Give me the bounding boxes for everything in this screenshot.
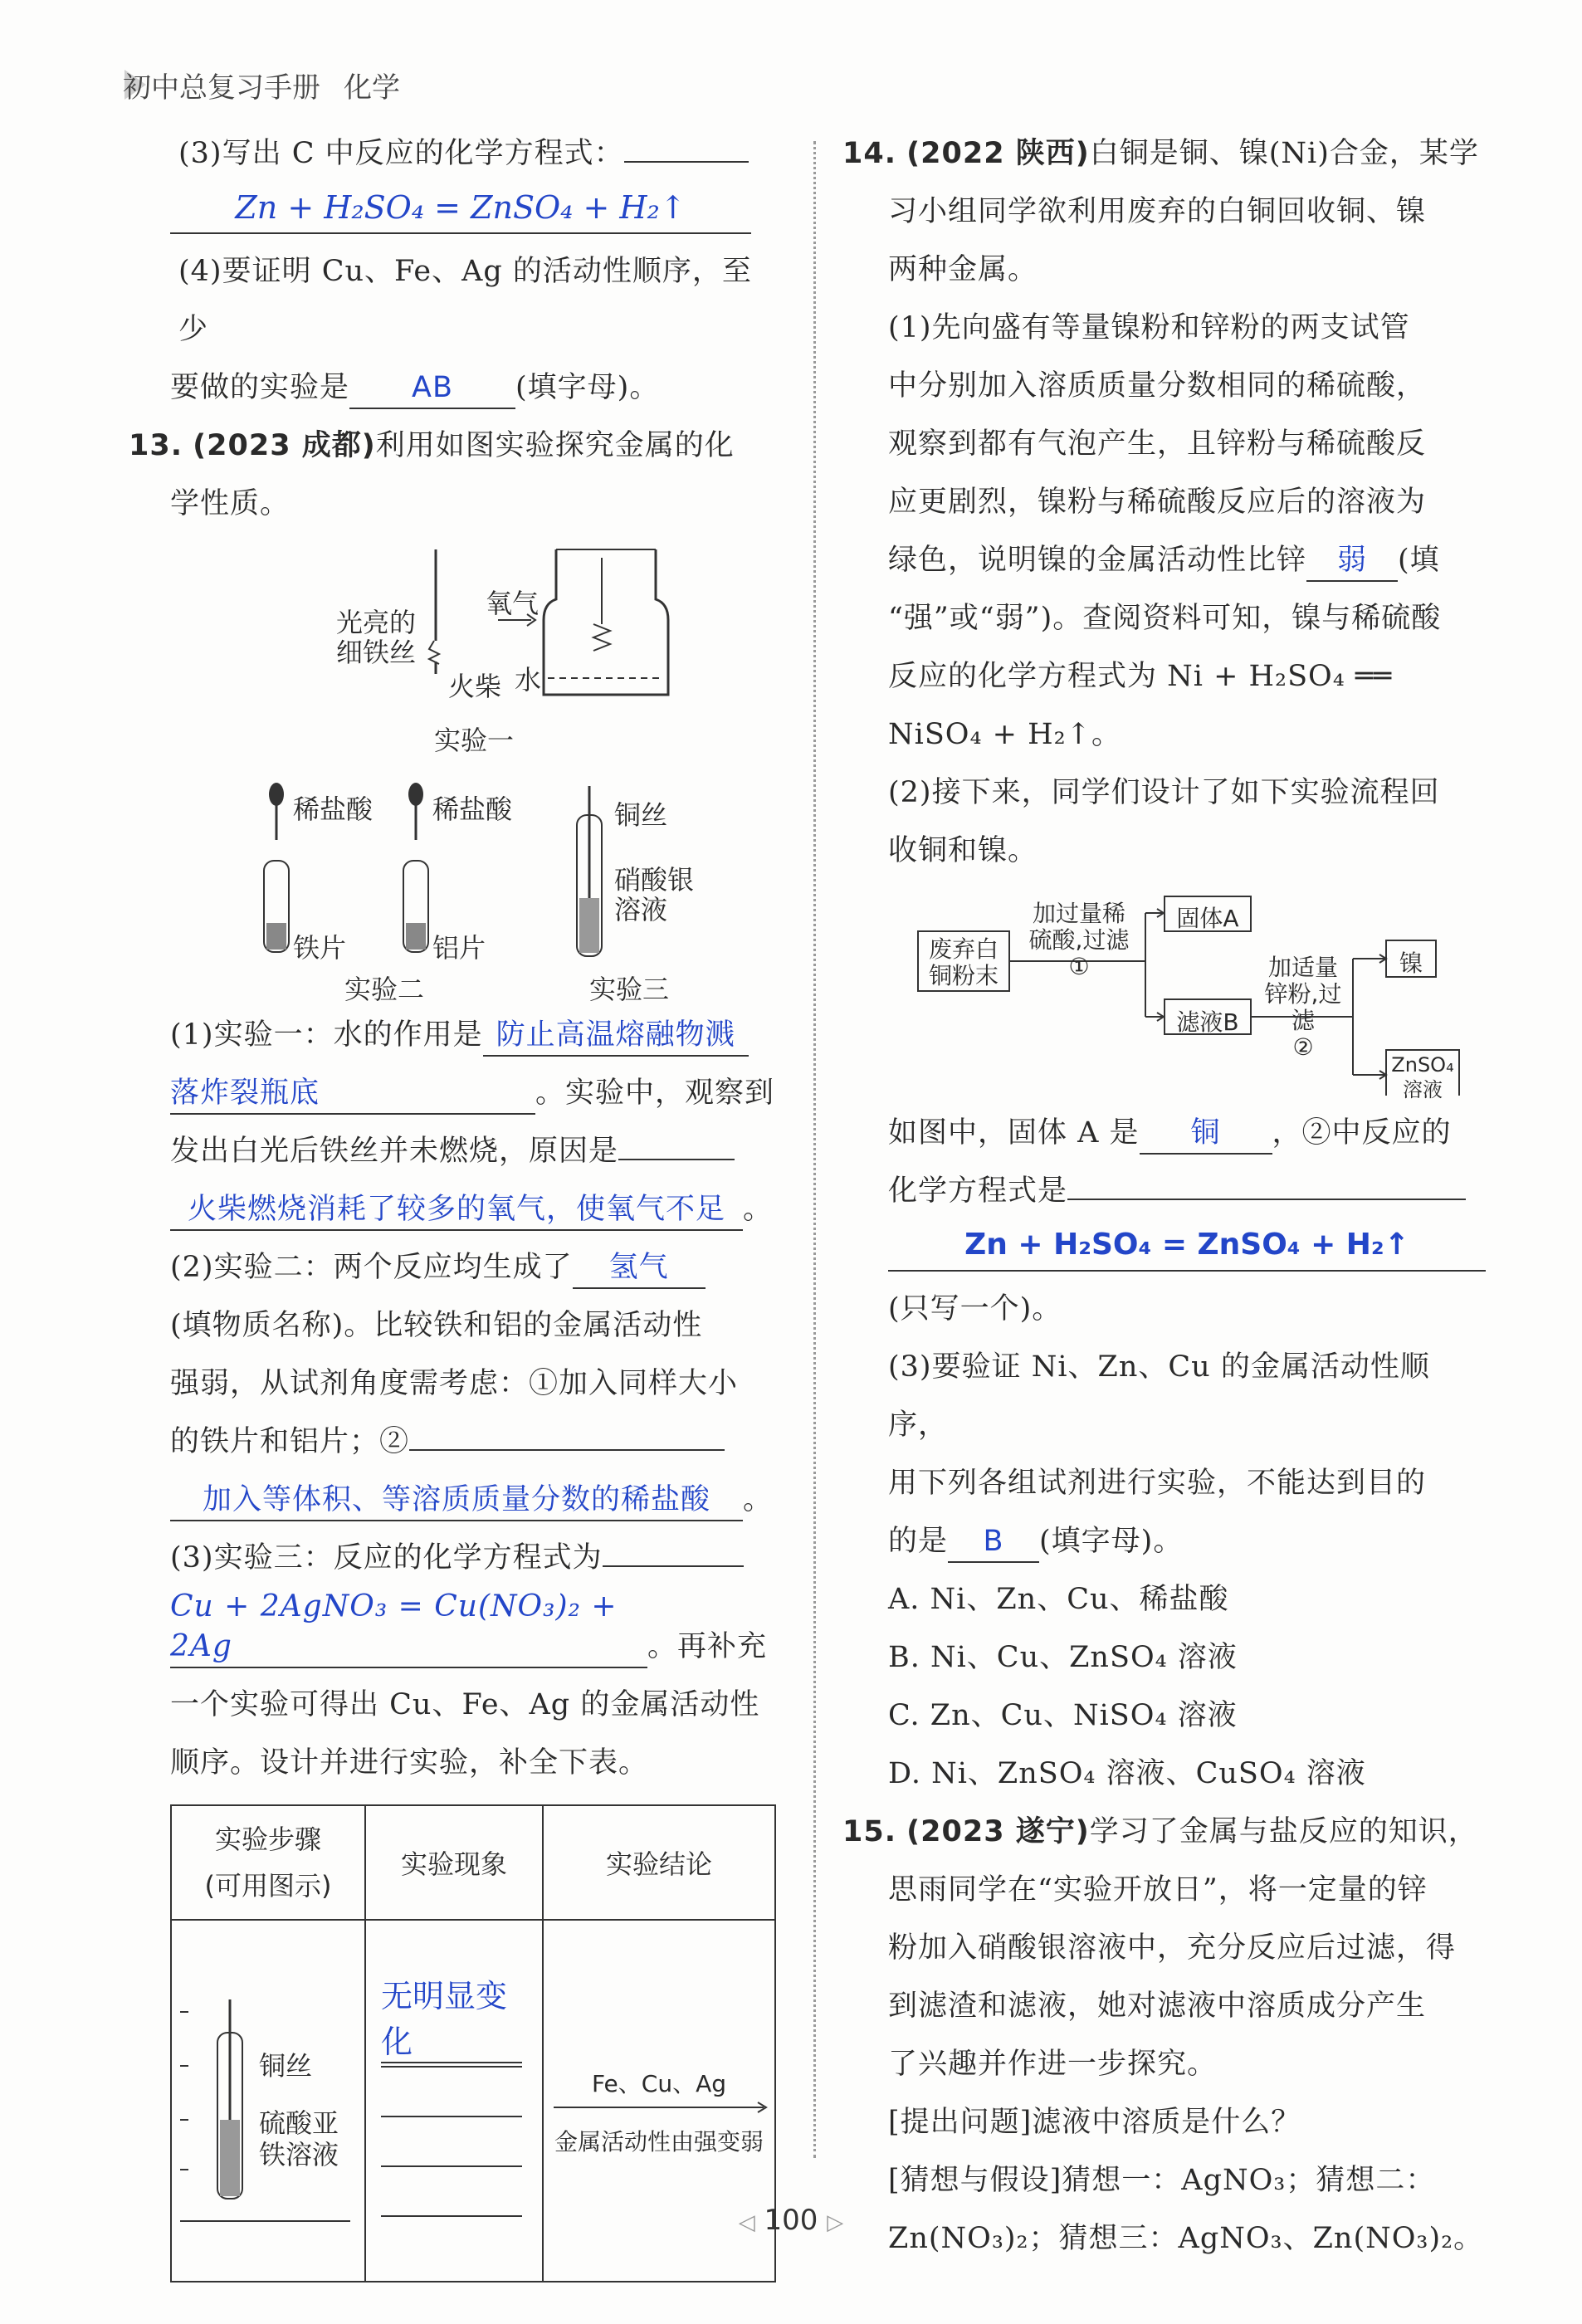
q14-3-text-a: (3)要验证 Ni、Zn、Cu 的金属活动性顺序， — [888, 1350, 1430, 1442]
q13-number: 13. — [129, 429, 183, 462]
table-header-phenomenon: 实验现象 — [365, 1805, 543, 1920]
q14-2-text-e: 化学方程式是 — [888, 1174, 1068, 1208]
q14-2-answer-2: Zn + H₂SO₄ = ZnSO₄ + H₂↑ — [964, 1228, 1409, 1262]
table-conclusion-text: 金属活动性由强变弱 — [554, 2128, 764, 2156]
q13-1-answer-c: 火柴燃烧消耗了较多的氧气，使氧气不足 — [170, 1189, 743, 1231]
fig1-match-label: 火柴 — [448, 671, 502, 702]
q14-source: (2022 陕西) — [906, 137, 1090, 170]
q14-3-text-b: 用下列各组试剂进行实验，不能达到目的 — [888, 1467, 1427, 1500]
q13-2-text-d: 的铁片和铝片；② — [170, 1425, 410, 1458]
q12-3-prompt: (3)写出 C 中反应的化学方程式： — [178, 137, 624, 170]
option-a: A. Ni、Zn、Cu、稀盐酸 — [888, 1583, 1229, 1616]
q14-1-answer: 弱 — [1306, 540, 1398, 582]
page-footer — [0, 2204, 1582, 2237]
q14-1-text-g: “强”或“弱”)。查阅资料可知，镍与稀硫酸 — [888, 602, 1442, 635]
table-phenomenon-answer: 无明显变化 — [381, 1970, 522, 2063]
q14-number: 14. — [842, 137, 897, 170]
table-copper-label: 铜丝 — [259, 2050, 313, 2082]
flow-znso4: ZnSO₄ — [1391, 1053, 1454, 1077]
table-solution-label: 硫酸亚 — [259, 2107, 339, 2139]
flow-znso4-b: 溶液 — [1403, 1078, 1443, 1101]
fig1-wire-label: 光亮的 — [336, 607, 417, 638]
q14-1-equation: 反应的化学方程式为 Ni + H₂SO₄ ══ — [888, 660, 1393, 693]
page-number: 100 — [764, 2204, 818, 2237]
q13-3-text-c: 一个实验可得出 Cu、Fe、Ag 的金属活动性 — [170, 1688, 760, 1721]
table-solution-label-b: 铁溶液 — [259, 2139, 339, 2170]
q14-2-answer-1: 铜 — [1140, 1113, 1272, 1155]
q14-1-text-e: 绿色，说明镍的金属活动性比锌 — [888, 544, 1307, 577]
q14-2-text-b: 收铜和镍。 — [888, 834, 1038, 867]
fig1-wire-label-b: 细铁丝 — [336, 637, 417, 668]
right-column — [842, 124, 1486, 2268]
column-divider — [813, 141, 816, 2158]
q12-4-prompt: (4)要证明 Cu、Fe、Ag 的活动性顺序，至少 — [178, 255, 752, 346]
q14-1-text-b: 中分别加入溶质质量分数相同的稀硫酸， — [888, 369, 1427, 403]
q14-1-equation-b: NiSO₄ + H₂↑。 — [888, 718, 1121, 751]
q15-text-b: 思雨同学在“实验开放日”，将一定量的锌 — [888, 1873, 1428, 1907]
fig2-iron-label: 铁片 — [293, 932, 347, 964]
q15-text-e: 了兴趣并作进一步探究。 — [888, 2048, 1218, 2081]
q12-3-answer: Zn + H₂SO₄ = ZnSO₄ + H₂↑ — [235, 189, 686, 226]
q13-3-text-d: 顺序。设计并进行实验，补全下表。 — [170, 1746, 649, 1780]
q13-1-text-c: 发出白光后铁丝并未燃烧，原因是 — [170, 1135, 619, 1168]
q14-2-answer-line — [888, 1220, 1486, 1272]
q14-1-text-d: 应更剧烈，镍粉与稀硫酸反应后的溶液为 — [888, 486, 1427, 519]
subject-title: 化学 — [344, 71, 400, 105]
q15-source: (2023 遂宁) — [906, 1815, 1090, 1848]
experiment-1-figure — [170, 533, 776, 765]
fig2-acid-label-2: 稀盐酸 — [432, 793, 513, 825]
blank — [381, 2165, 522, 2167]
q14-2-text-a: (2)接下来，同学们设计了如下实验流程回 — [888, 776, 1440, 809]
q14-3-text-c: 的是 — [888, 1525, 949, 1558]
next-triangle-icon: ▷ — [827, 2210, 844, 2235]
q14-1-text-c: 观察到都有气泡产生，且锌粉与稀硫酸反 — [888, 427, 1427, 461]
q14-1-text-f: (填 — [1398, 544, 1440, 577]
blank — [618, 1159, 735, 1160]
q12-4-prompt-b: 要做的实验是 — [170, 371, 350, 404]
flow-step2-label-b: 锌粉,过滤 — [1264, 980, 1342, 1034]
q13-3-answer: Cu + 2AgNO₃ = Cu(NO₃)₂ + 2Ag — [170, 1587, 647, 1668]
q14-3-answer: B — [948, 1521, 1039, 1563]
fig3-copper-label: 铜丝 — [614, 799, 668, 831]
blank — [603, 1565, 744, 1567]
blank — [381, 2116, 522, 2117]
q15-hypothesis: [猜想与假设]猜想一：AgNO₃；猜想二： — [888, 2164, 1436, 2197]
blank — [624, 161, 749, 163]
q13-source: (2023 成都) — [193, 429, 376, 462]
q13-1-prompt: (1)实验一：水的作用是 — [170, 1018, 483, 1052]
q13-3-prompt: (3)实验三：反应的化学方程式为 — [170, 1541, 603, 1575]
flow-solid-a: 固体A — [1176, 905, 1239, 932]
q15-stem: 学习了金属与盐反应的知识， — [1089, 1815, 1478, 1848]
fig3-solution-label: 硝酸银 — [614, 864, 695, 896]
q15-text-c: 粉加入硝酸银溶液中，充分反应后过滤，得 — [888, 1931, 1457, 1965]
arrow-right-icon — [552, 2095, 776, 2120]
q12-4-answer: AB — [349, 368, 515, 409]
q13-stem-b: 学性质。 — [170, 487, 291, 520]
fig1-caption: 实验一 — [434, 725, 515, 756]
q14-2-text-d: ，②中反应的 — [1272, 1116, 1452, 1150]
flow-chart — [888, 888, 1486, 1101]
q15-hypothesis-b: Zn(NO₃)₂；猜想三：AgNO₃、Zn(NO₃)₂。 — [888, 2222, 1484, 2255]
q13-2-prompt: (2)实验二：两个反应均生成了 — [170, 1251, 573, 1284]
q13-2-answer: 氢气 — [573, 1247, 706, 1289]
book-title: 初中总复习手册 — [123, 71, 320, 105]
q13-2-text-c: 强弱，从试剂角度需考虑：①加入同样大小 — [170, 1367, 739, 1400]
q13-2-text-b: (填物质名称)。比较铁和铝的金属活动性 — [170, 1309, 703, 1342]
q13-stem: 利用如图实验探究金属的化 — [375, 429, 735, 462]
option-b: B. Ni、Cu、ZnSO₄ 溶液 — [888, 1641, 1238, 1674]
fig2-caption: 实验二 — [344, 974, 425, 1005]
flow-nickel: 镍 — [1399, 950, 1423, 977]
q13-3-text-b: 。再补充 — [647, 1630, 768, 1663]
fig1-water-label: 水 — [515, 664, 542, 696]
q13-2-answer-2: 加入等体积、等溶质质量分数的稀盐酸 — [170, 1480, 743, 1521]
q14-2-text-c: 如图中，固体 A 是 — [888, 1116, 1140, 1150]
q14-stem-c: 两种金属。 — [888, 253, 1038, 286]
q12-4-suffix: (填字母)。 — [515, 371, 660, 404]
experiment-2-3-figure — [170, 765, 776, 1006]
option-d: D. Ni、ZnSO₄ 溶液、CuSO₄ 溶液 — [888, 1757, 1366, 1790]
q14-1-text-a: (1)先向盛有等量镍粉和锌粉的两支试管 — [888, 311, 1410, 344]
q12-3-answer-line — [170, 183, 751, 234]
table-header-conclusion: 实验结论 — [543, 1805, 775, 1920]
flow-start-label: 废弃白 — [928, 935, 999, 963]
fig3-caption: 实验三 — [589, 974, 670, 1005]
flow-start-label-b: 铜粉末 — [928, 962, 999, 989]
fig3-solution-label-b: 溶液 — [614, 894, 668, 925]
fig2-aluminum-label: 铝片 — [432, 932, 486, 964]
left-column: (3)写出 C 中反应的化学方程式： Zn + H₂SO₄ = ZnSO₄ + H₂↑ (4)要证明 Cu、Fe、Ag 的活动性顺序，至少 要做的实验是 AB (填字母)。 13. (2023 成都)利用如图实验探究金属的化 学性质。 光亮的 细铁丝 氧气 火柴 水 实验一 稀盐酸 稀盐酸 铁片 铝片 铜丝 硝酸银 溶液 实验二 实验三 (1)实验一：水的作用是 防止高温熔融物溅 落炸裂瓶底 。实验中，观察到 发出白光后铁丝并未燃烧，原因是 火柴燃烧消耗了较多的氧气，使氧气不足 。 (2)实验二：两个反应均生成了 氢气 (填物质名称)。比较铁和铝的金属活动性 强弱，从试剂角度需考虑：①加入同样大小 的铁片和铝片；② 加入等体积、等溶质质量分数的稀盐酸 。 (3)实验三：反应的化学方程式为 Cu + 2AgNO₃ = Cu(NO₃)₂ + 2Ag 。再补充 一个实验可得出 Cu、Fe、Ag 的金属活动性 顺序。设计并进行实验，补全下表。 实验步骤 (可用图示) 实验现象 实验结论 铜丝 硫酸亚 铁溶液 无明显变化 Fe、Cu、Ag 金属活动性由强变弱 — [170, 124, 776, 2282]
blank — [1067, 1199, 1466, 1200]
fig2-acid-label-1: 稀盐酸 — [293, 793, 374, 825]
flow-step2-number: ② — [1292, 1033, 1314, 1061]
fig1-oxygen-label: 氧气 — [486, 588, 540, 619]
option-c: C. Zn、Cu、NiSO₄ 溶液 — [888, 1699, 1238, 1732]
q15-question: [提出问题]滤液中溶质是什么？ — [888, 2106, 1301, 2139]
blank — [381, 2066, 522, 2068]
q14-stem-b: 习小组同学欲利用废弃的白铜回收铜、镍 — [888, 195, 1427, 228]
flow-step1-number: ① — [1068, 953, 1090, 980]
q13-1-text-b: 。实验中，观察到 — [535, 1077, 775, 1110]
q15-text-d: 到滤渣和滤液，她对滤液中溶质成分产生 — [888, 1990, 1427, 2023]
table-header-steps-note: (可用图示) — [204, 1870, 332, 1902]
table-conclusion-metals: Fe、Cu、Ag — [591, 2070, 727, 2097]
q13-1-answer-a: 防止高温熔融物溅 — [483, 1015, 749, 1057]
q14-stem: 白铜是铜、镍(Ni)合金，某学 — [1089, 137, 1479, 170]
flow-step1-label-b: 硫酸,过滤 — [1028, 926, 1130, 954]
prev-triangle-icon: ◁ — [738, 2210, 755, 2235]
blank — [409, 1449, 725, 1451]
page-header — [123, 65, 423, 105]
flow-filtrate-b: 滤液B — [1176, 1008, 1239, 1036]
q14-3-text-d: (填字母)。 — [1039, 1525, 1184, 1558]
flow-step1-label: 加过量稀 — [1032, 900, 1125, 927]
q15-number: 15. — [842, 1815, 897, 1848]
q14-2-text-f: (只写一个)。 — [888, 1292, 1062, 1326]
flow-step2-label: 加适量 — [1267, 954, 1338, 981]
q13-1-answer-b: 落炸裂瓶底 — [170, 1073, 535, 1115]
table-header-steps: 实验步骤 — [214, 1824, 321, 1855]
